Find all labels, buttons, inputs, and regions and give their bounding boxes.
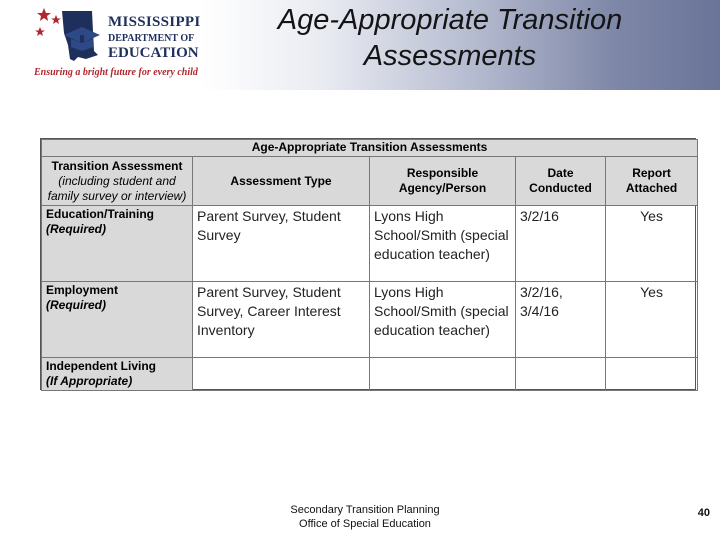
state-outline-icon <box>34 5 104 67</box>
assessment-type-cell: Parent Survey, Student Survey, Career Interest Inventory <box>193 282 370 358</box>
page-number: 40 <box>697 507 710 519</box>
table-row <box>42 282 698 358</box>
row-header <box>42 282 193 358</box>
date-cell: 3/2/16 <box>516 206 606 282</box>
column-header-subtitle: (including student and family survey or interview) <box>47 173 187 203</box>
row-label: Education/Training <box>46 207 155 221</box>
logo-state-text: MISSISSIPPI <box>108 14 201 30</box>
date-cell: 3/2/16, 3/4/16 <box>516 282 606 358</box>
column-header: Report Attached <box>606 157 698 206</box>
slide-header <box>0 0 720 90</box>
table-row <box>42 206 698 282</box>
assessment-table <box>40 138 696 390</box>
slide-title-line2: Assessments <box>363 40 537 72</box>
row-header <box>42 358 193 391</box>
date-cell <box>516 358 606 391</box>
assessment-type-cell <box>193 358 370 391</box>
footer-line2: Office of Special Education <box>299 518 431 530</box>
logo-education-text: EDUCATION <box>108 45 199 61</box>
table-row <box>42 358 698 391</box>
slide-title <box>225 2 675 74</box>
column-header: Date Conducted <box>516 157 606 206</box>
report-cell <box>606 358 698 391</box>
row-qualifier: (Required) <box>46 298 106 312</box>
mde-logo <box>34 5 209 85</box>
report-cell: Yes <box>606 282 698 358</box>
slide-footer <box>260 503 470 531</box>
row-qualifier: (Required) <box>46 222 106 236</box>
report-cell: Yes <box>606 206 698 282</box>
agency-cell: Lyons High School/Smith (special education teacher) <box>370 282 516 358</box>
agency-cell <box>370 358 516 391</box>
column-header: Responsible Agency/Person <box>370 157 516 206</box>
logo-department-text: DEPARTMENT OF <box>108 33 195 44</box>
column-header: Assessment Type <box>193 157 370 206</box>
logo-tagline: Ensuring a bright future for every child <box>34 67 198 78</box>
footer-line1: Secondary Transition Planning <box>290 504 440 516</box>
row-qualifier: (If Appropriate) <box>46 374 133 388</box>
row-header <box>42 206 193 282</box>
row-label: Independent Living <box>46 359 156 373</box>
agency-cell: Lyons High School/Smith (special education teacher) <box>370 206 516 282</box>
column-header <box>42 157 193 206</box>
column-header-title: Transition Assessment <box>51 158 183 173</box>
table-caption: Age-Appropriate Transition Assessments <box>42 140 698 157</box>
slide-title-line1: Age-Appropriate Transition <box>277 4 623 36</box>
table-header-row <box>42 157 698 206</box>
assessment-type-cell: Parent Survey, Student Survey <box>193 206 370 282</box>
row-label: Employment <box>46 283 119 297</box>
